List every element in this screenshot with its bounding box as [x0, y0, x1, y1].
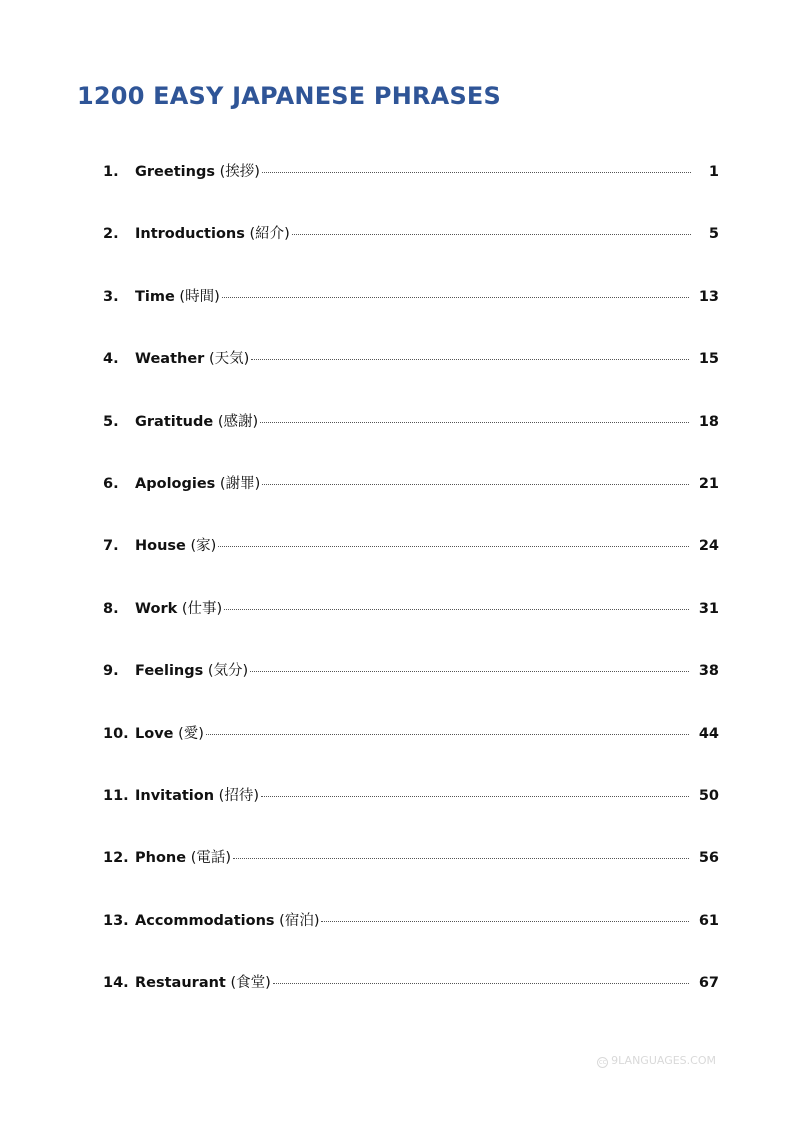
- toc-entry-number: 7.: [103, 538, 119, 555]
- toc-entry-japanese: (宿泊): [279, 912, 320, 929]
- toc-entry-title: Restaurant: [135, 975, 226, 992]
- toc-entry-japanese: (電話): [190, 850, 232, 867]
- dot-leader: [261, 796, 689, 797]
- dot-leader: [251, 359, 689, 360]
- toc-entry[interactable]: [103, 410, 719, 472]
- toc-entry-label: [135, 222, 290, 243]
- toc-entry-label: [135, 285, 220, 306]
- toc-entry-japanese: (食堂): [230, 975, 271, 992]
- toc-entry-title: Introductions: [135, 226, 245, 243]
- toc-entry-number: 4.: [103, 351, 119, 368]
- dot-leader: [262, 172, 691, 173]
- toc-entry-number: 11.: [103, 787, 129, 804]
- dot-leader: [262, 484, 689, 485]
- dot-leader: [224, 609, 689, 610]
- toc-entry-label: [135, 534, 216, 555]
- toc-entry-number: 9.: [103, 663, 119, 680]
- toc-entry[interactable]: [103, 971, 719, 1033]
- toc-entry-title: Apologies: [135, 475, 216, 492]
- toc-entry[interactable]: [103, 347, 719, 409]
- toc-entry-page-number: 21: [698, 475, 719, 492]
- dot-leader: [273, 983, 689, 984]
- toc-entry-label: [135, 659, 248, 680]
- toc-entry-title: Phone: [135, 850, 187, 867]
- toc-entry-number: 14.: [103, 975, 129, 992]
- toc-entry-number: 2.: [103, 226, 119, 243]
- toc-entry-japanese: (時間): [179, 288, 220, 305]
- toc-entry[interactable]: [103, 160, 719, 222]
- toc-entry-page-number: 38: [698, 663, 719, 680]
- toc-entry-label: [135, 971, 271, 992]
- toc-entry-page-number: 31: [698, 600, 719, 617]
- dot-leader: [206, 734, 689, 735]
- toc-entry[interactable]: [103, 784, 719, 846]
- toc-entry-label: [135, 597, 222, 618]
- toc-entry-japanese: (感謝): [217, 413, 259, 430]
- toc-entry-number: 8.: [103, 600, 119, 617]
- toc-entry-title: Weather: [135, 351, 205, 368]
- toc-entry-title: Feelings: [135, 663, 204, 680]
- toc-entry-label: [135, 722, 204, 743]
- toc-entry[interactable]: [103, 722, 719, 784]
- toc-entry[interactable]: [103, 222, 719, 284]
- toc-entry-page-number: 15: [698, 351, 719, 368]
- dot-leader: [218, 546, 688, 547]
- toc-entry-title: Invitation: [135, 787, 215, 804]
- toc-entry-number: 10.: [103, 725, 129, 742]
- toc-entry-japanese: (挨拶): [219, 164, 260, 180]
- toc-entry-page-number: 1: [708, 164, 719, 180]
- toc-entry-label: [135, 846, 231, 867]
- toc-entry-title: Work: [135, 600, 178, 617]
- toc-entry[interactable]: [103, 534, 719, 596]
- toc-entry[interactable]: [103, 597, 719, 659]
- toc-entry-page-number: 56: [698, 850, 719, 867]
- table-of-contents: [103, 160, 719, 1033]
- dot-leader: [250, 671, 689, 672]
- toc-entry-label: [135, 472, 260, 493]
- dot-leader: [222, 297, 689, 298]
- toc-entry-page-number: 50: [698, 787, 719, 804]
- watermark: [597, 1054, 716, 1068]
- toc-entry[interactable]: [103, 846, 719, 908]
- toc-entry-page-number: 61: [698, 912, 719, 929]
- dot-leader: [260, 422, 689, 423]
- toc-entry-japanese: (紹介): [249, 226, 290, 243]
- toc-entry-japanese: (天気): [208, 351, 250, 368]
- toc-entry-japanese: (愛): [178, 725, 204, 742]
- toc-entry-title: Accommodations: [135, 912, 275, 929]
- toc-entry-label: [135, 160, 260, 181]
- toc-entry-label: [135, 784, 259, 805]
- toc-entry-number: 3.: [103, 288, 119, 305]
- toc-entry-number: 1.: [103, 164, 119, 180]
- toc-entry-page-number: 24: [698, 538, 719, 555]
- toc-entry[interactable]: [103, 659, 719, 721]
- dot-leader: [321, 921, 688, 922]
- toc-entry[interactable]: [103, 909, 719, 971]
- toc-entry-page-number: 5: [708, 226, 719, 243]
- toc-entry-page-number: 18: [698, 413, 719, 430]
- toc-entry-label: [135, 410, 258, 431]
- toc-entry-japanese: (招待): [218, 787, 259, 804]
- toc-entry-page-number: 13: [698, 288, 719, 305]
- toc-entry-label: [135, 347, 249, 368]
- toc-entry[interactable]: [103, 472, 719, 534]
- toc-entry-title: Gratitude: [135, 413, 214, 430]
- toc-entry-japanese: (仕事): [181, 600, 223, 617]
- toc-entry-page-number: 67: [698, 975, 719, 992]
- dot-leader: [233, 858, 689, 859]
- toc-entry-title: Greetings: [135, 164, 215, 180]
- document-title: 1200 EASY JAPANESE PHRASES: [77, 82, 502, 110]
- toc-entry-title: Time: [135, 288, 175, 305]
- toc-entry-page-number: 44: [698, 725, 719, 742]
- toc-entry-japanese: (家): [190, 538, 217, 555]
- toc-entry-number: 12.: [103, 850, 129, 867]
- toc-entry-label: [135, 909, 319, 930]
- toc-entry-number: 6.: [103, 475, 119, 492]
- toc-entry-number: 13.: [103, 912, 129, 929]
- toc-entry[interactable]: [103, 285, 719, 347]
- dot-leader: [292, 234, 691, 235]
- toc-entry-japanese: (気分): [207, 663, 249, 680]
- creative-commons-icon: cc: [598, 1058, 607, 1066]
- toc-entry-title: House: [135, 538, 186, 555]
- toc-entry-number: 5.: [103, 413, 119, 430]
- watermark-text: 9LANGUAGES.COM: [611, 1054, 716, 1067]
- toc-entry-title: Love: [135, 725, 174, 742]
- toc-entry-japanese: (謝罪): [219, 475, 261, 492]
